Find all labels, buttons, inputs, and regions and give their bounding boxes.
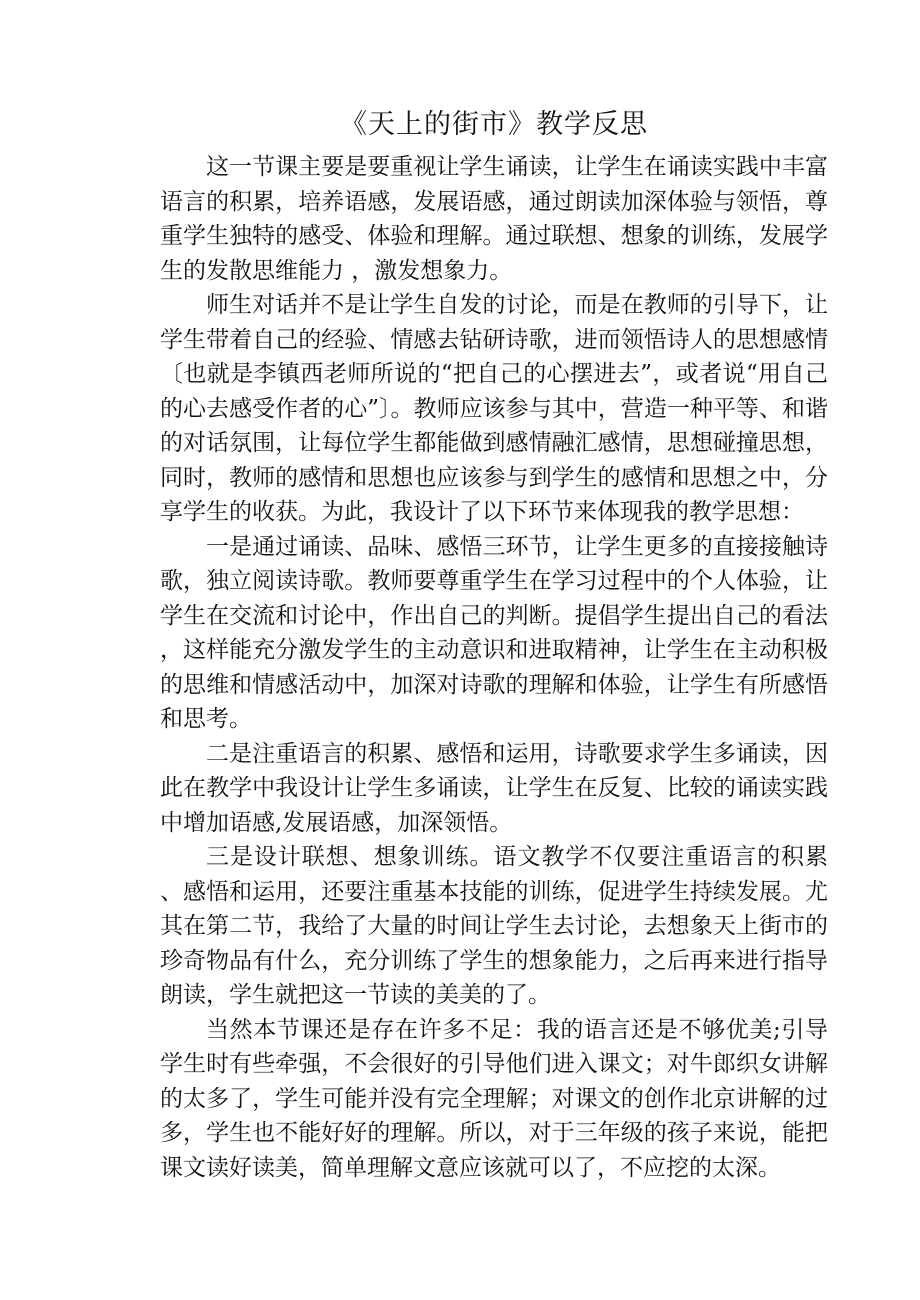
paragraph-intro: 这一节课主要是要重视让学生诵读，让学生在诵读实践中丰富语言的积累，培养语感，发展语感，通过朗读加深体验与领悟，尊重学生独特的感受、体验和理解。通过联想、想象的训练，发展学生的发散思维能力 ，激发想象力。	[160, 154, 828, 284]
paragraph-dialogue: 师生对话并不是让学生自发的讨论，而是在教师的引导下，让学生带着自己的经验、情感去钻研诗歌，进而领悟诗人的思想感情〔也就是李镇西老师所说的“把自己的心摆进去”，或者说“用自己的心去感受作者的心”〕。教师应该参与其中，营造一种平等、和谐的对话氛围，让每位学生都能做到感情融汇感情，思想碰撞思想，同时，教师的感情和思想也应该参与到学生的感情和思想之中，分享学生的收获。为此，我设计了以下环节来体现我的教学思想：	[160, 292, 828, 525]
document-title: 《天上的街市》教学反思	[340, 109, 648, 140]
paragraph-point-three: 三是设计联想、想象训练。语文教学不仅要注重语言的积累 、感悟和运用，还要注重基本技能的训练，促进学生持续发展。尤其在第二节，我给了大量的时间让学生去讨论，去想象天上街市的珍奇物品有什么，充分训练了学生的想象能力，之后再来进行指导朗读，学生就把这一节读的美美的了。	[160, 844, 828, 1008]
paragraph-point-two: 二是注重语言的积累、感悟和运用，诗歌要求学生多诵读，因此在教学中我设计让学生多诵读，让学生在反复、比较的诵读实践中增加语感,发展语感，加深领悟。	[160, 740, 828, 836]
document-body	[160, 150, 828, 1185]
paragraph-shortcomings: 当然本节课还是存在许多不足：我的语言还是不够优美;引导学生时有些牵强，不会很好的引导他们进入课文；对牛郎织女讲解的太多了，学生可能并没有完全理解；对课文的创作北京讲解的过多，学生也不能好好的理解。所以，对于三年级的孩子来说，能把课文读好读美，简单理解文意应该就可以了，不应挖的太深。	[160, 1016, 828, 1181]
paragraph-point-one: 一是通过诵读、品味、感悟三环节，让学生更多的直接接触诗歌，独立阅读诗歌。教师要尊重学生在学习过程中的个人体验，让学生在交流和讨论中，作出自己的判断。提倡学生提出自己的看法，这样能充分激发学生的主动意识和进取精神，让学生在主动积极的思维和情感活动中，加深对诗歌的理解和体验，让学生有所感悟和思考。	[160, 533, 828, 732]
